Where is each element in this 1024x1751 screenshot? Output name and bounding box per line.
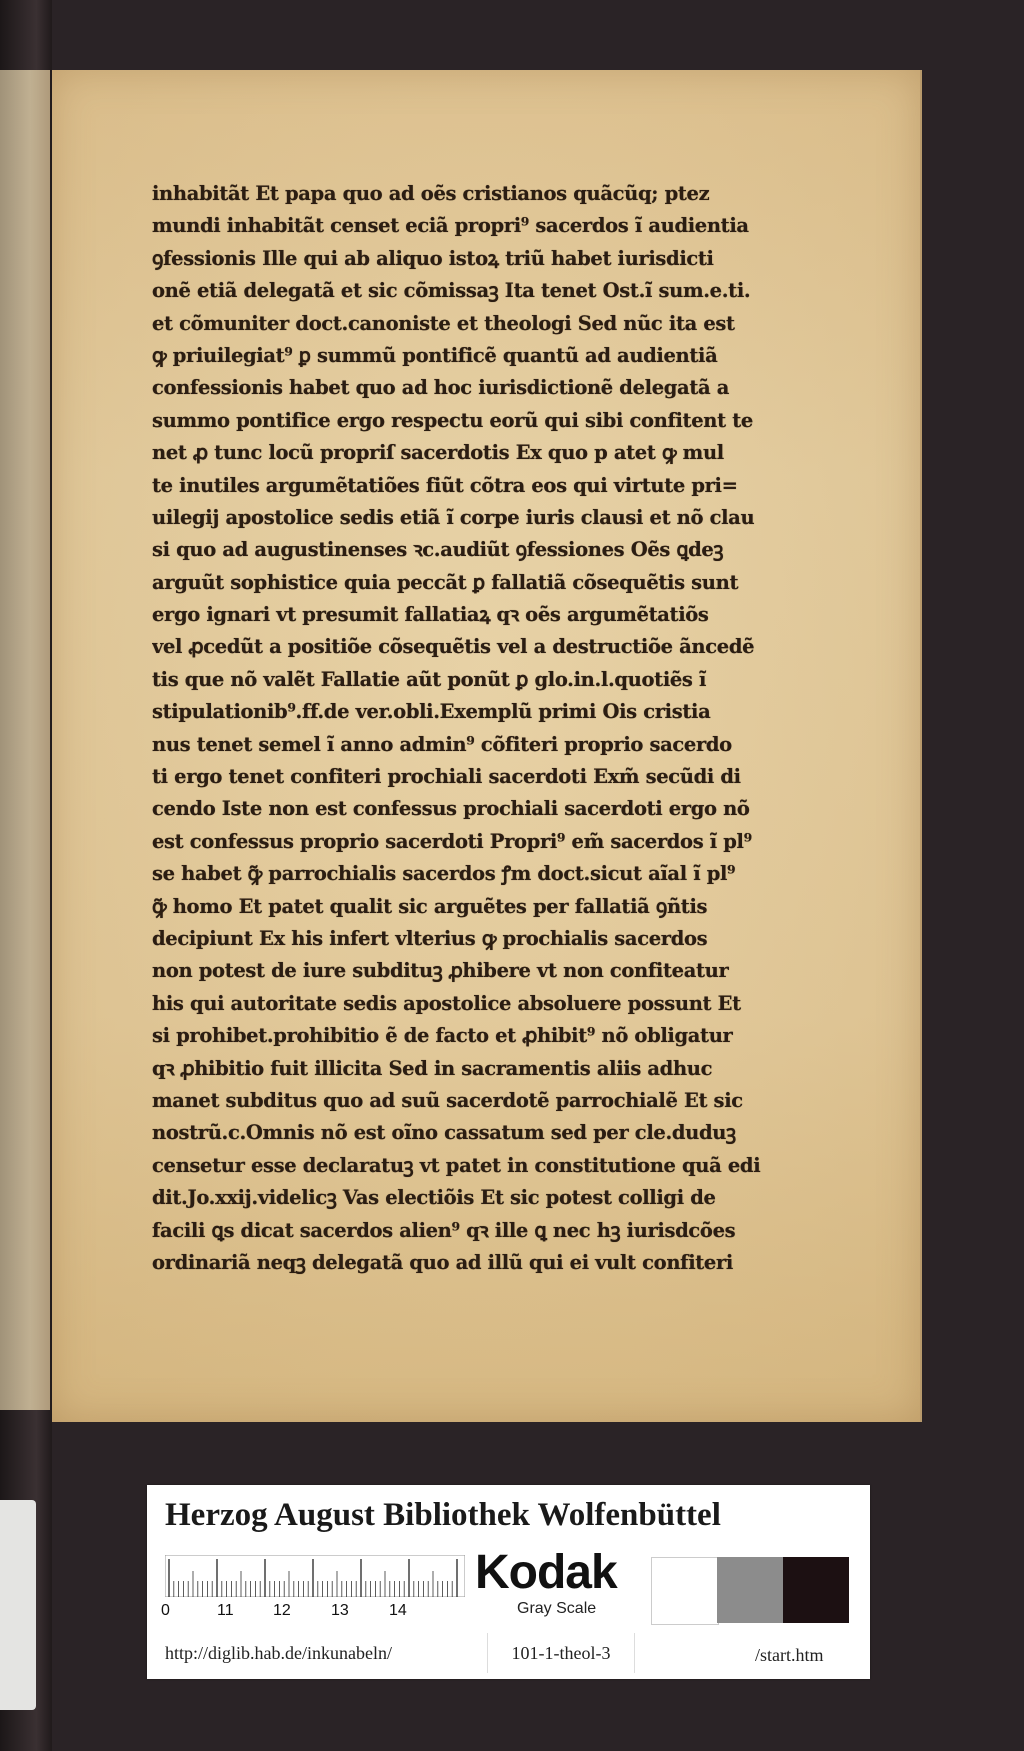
text-line: confessionis habet quo ad hoc iurisdictionẽ delegatã a (152, 376, 729, 400)
text-line: et cõmuniter doct.canoniste et theologi Sed nũc ita est (152, 311, 735, 335)
text-line: decipiunt Ex his infert vlterius ꝙ prochialis sacerdos (152, 926, 708, 950)
text-line: ꝙ priuilegiat⁹ ꝑ summũ pontificẽ quantũ ad audientiã (152, 343, 718, 367)
text-line: non potest de iure subdituꝫ ꝓhibere vt non confiteatur (152, 959, 729, 983)
url-suffix: /start.htm (755, 1645, 824, 1665)
text-line: uilegij apostolice sedis etiã ĩ corpe iuris clausi et nõ clau (152, 505, 755, 529)
text-line: inhabitãt Et papa quo ad oẽs cristianos quãcũq; ptez (152, 182, 710, 205)
black-swatch (783, 1557, 849, 1623)
text-line: ti ergo tenet confiteri prochiali sacerdoti Exm̃ secũdi di (152, 765, 741, 789)
gray-scale-label: Gray Scale (517, 1600, 597, 1617)
text-line: tis que nõ valẽt Fallatie aũt ponũt ꝑ glo.in.l.quotiẽs ĩ (152, 667, 707, 691)
text-line: censetur esse declaratuꝫ vt patet in constitutione quã edi (152, 1153, 761, 1177)
kodak-logo: Kodak (475, 1546, 617, 1599)
text-line: onẽ etiã delegatã et sic cõmissaꝫ Ita tenet Ost.ĩ sum.e.ti. (152, 279, 751, 303)
text-line: vel ꝓcedũt a positiõe cõsequẽtis vel a destructiõe ãncedẽ (152, 635, 755, 659)
printed-text-block (152, 178, 792, 1279)
text-line: ordinariã neqꝫ delegatã quo ad illũ qui ei vult confiteri (152, 1250, 733, 1274)
text-line: arguũt sophistice quia peccãt ꝑ fallatiã cõsequẽtis sunt (152, 570, 739, 594)
gray-swatch (717, 1557, 783, 1623)
text-line: ꝯfessionis Ille qui ab aliquo istoꝝ triũ habet iurisdicti (152, 246, 714, 270)
text-line: summo pontifice ergo respectu eorũ qui sibi confitent te (152, 408, 753, 432)
library-name: Herzog August Bibliothek Wolfenbüttel (165, 1497, 721, 1533)
text-line: te inutiles argumẽtatiões fiũt cõtra eos qui virtute pri= (152, 473, 738, 497)
text-line: cendo Iste non est confessus prochiali sacerdoti ergo nõ (152, 797, 750, 821)
url-row (147, 1629, 870, 1677)
white-swatch (651, 1557, 719, 1625)
text-line: facili ꝗs dicat sacerdos alien⁹ qꝛ ille ꝗ nec hꝫ iurisdcões (152, 1218, 736, 1242)
ruler-number: 13 (331, 1602, 349, 1619)
ruler-number: 11 (217, 1602, 234, 1619)
text-line: nostrũ.c.Omnis nõ est oĩno cassatum sed per cle.duduꝫ (152, 1121, 736, 1145)
previous-leaf-edge (0, 70, 50, 1410)
text-line: his qui autoritate sedis apostolice absoluere possunt Et (152, 991, 741, 1015)
text-line: ergo ignari vt presumit fallatiaꝝ qꝛ oẽs argumẽtatiõs (152, 603, 709, 627)
text-line: si prohibet.prohibitio ẽ de facto et ꝓhibit⁹ nõ obligatur (152, 1024, 733, 1048)
text-line: qꝛ ꝓhibitio fuit illicita Sed in sacramentis aliis adhuc (152, 1056, 713, 1080)
text-line: stipulationib⁹.ff.de ver.obli.Exemplũ primi Ois cristia (152, 700, 711, 724)
text-line: manet subditus quo ad suũ sacerdotẽ parrochialẽ Et sic (152, 1088, 743, 1112)
ruler-number: 12 (273, 1602, 291, 1619)
color-target-card (147, 1485, 870, 1679)
book-page (52, 70, 922, 1422)
text-line: dit.Jo.xxij.videlicꝫ Vas electiõis Et sic potest colligi de (152, 1186, 716, 1210)
ruler-number: 14 (389, 1602, 407, 1619)
spine-label-tab (0, 1500, 36, 1710)
text-line: net ꝓ tunc locũ propriſ sacerdotis Ex quo p atet ꝙ mul (152, 441, 724, 465)
scale-ruler (165, 1555, 465, 1597)
text-line: si quo ad augustinenses ꝛc.audiũt ꝯfessiones Oẽs ꝗdeꝫ (152, 538, 724, 562)
ruler-numbers (161, 1602, 461, 1624)
ruler-number: 0 (161, 1602, 170, 1619)
text-line: se habet ꝙ̃ parrochialis sacerdos ꝭm doct.sicut aĩal ĩ pl⁹ (152, 862, 736, 886)
url-shelfmark: 101-1-theol-3 (487, 1633, 635, 1673)
url-base: http://diglib.hab.de/inkunabeln/ (165, 1643, 392, 1663)
text-line: ꝙ̃ homo Et patet qualit sic arguẽtes per fallatiã ꝯñtis (152, 894, 708, 918)
text-line: mundi inhabitãt censet eciã propri⁹ sacerdos ĩ audientia (152, 214, 749, 238)
text-line: nus tenet semel ĩ anno admin⁹ cõfiteri proprio sacerdo (152, 732, 732, 756)
text-line: est confessus proprio sacerdoti Propri⁹ em̃ sacerdos ĩ pl⁹ (152, 829, 752, 853)
